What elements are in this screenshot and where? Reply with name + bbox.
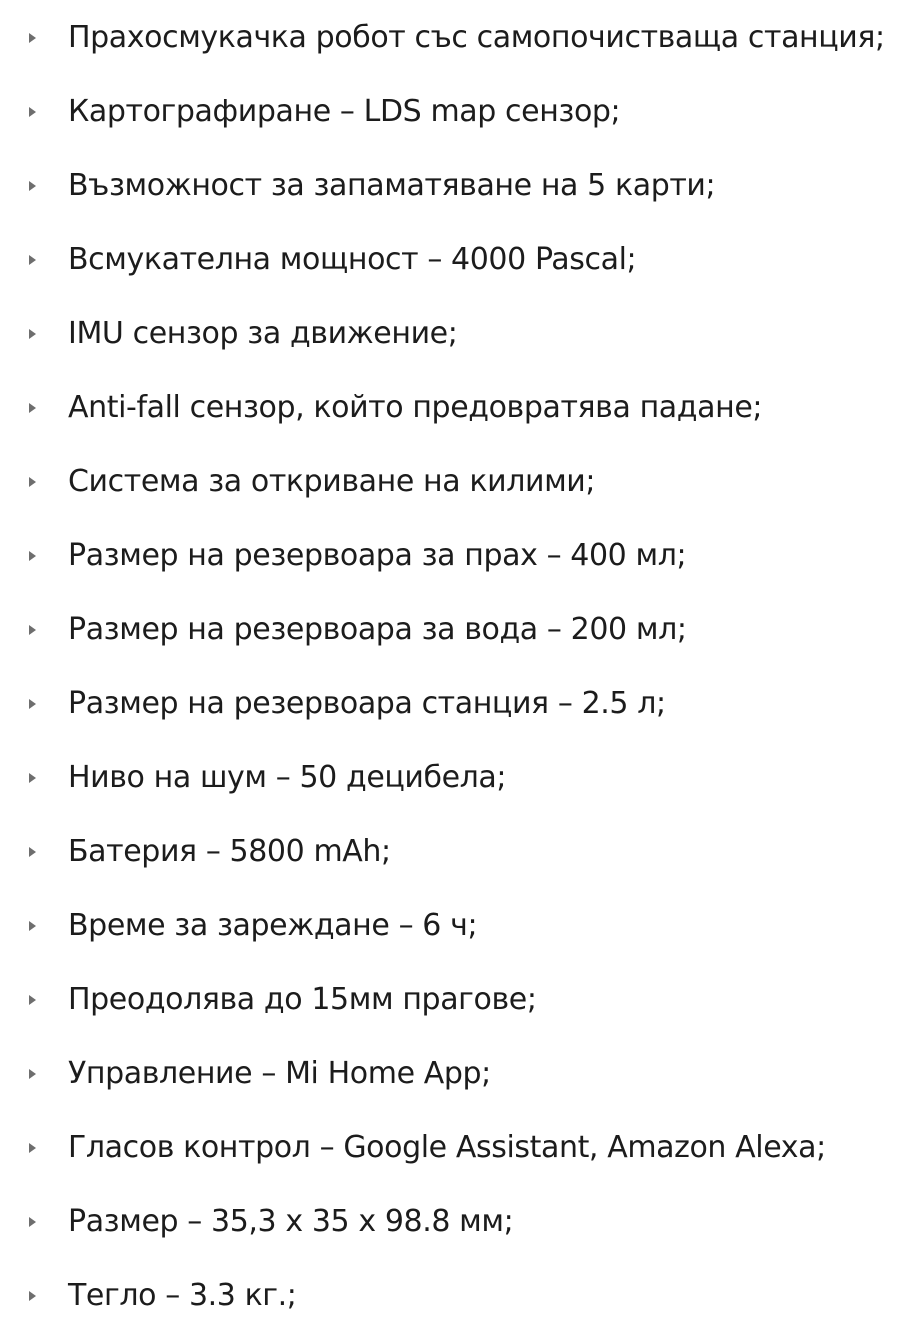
spec-text: IMU сензор за движение;: [68, 316, 458, 351]
spec-text: Anti-fall сензор, който предовратява падане;: [68, 390, 763, 425]
list-item: [0, 890, 906, 964]
list-item: [0, 742, 906, 816]
list-item: [0, 1260, 906, 1334]
spec-text: Преодолява до 15мм прагове;: [68, 982, 537, 1017]
bullet-icon: [29, 329, 36, 339]
spec-text: Картографиране – LDS map сензор;: [68, 94, 621, 129]
spec-text: Размер на резервоара за вода – 200 мл;: [68, 612, 687, 647]
spec-text: Гласов контрол – Google Assistant, Amazon Alexa;: [68, 1130, 826, 1165]
spec-text: Размер – 35,3 x 35 x 98.8 мм;: [68, 1204, 514, 1239]
bullet-icon: [29, 625, 36, 635]
spec-text: Батерия – 5800 mAh;: [68, 834, 391, 869]
list-item: [0, 1112, 906, 1186]
bullet-icon: [29, 995, 36, 1005]
bullet-icon: [29, 847, 36, 857]
bullet-icon: [29, 107, 36, 117]
list-item: [0, 594, 906, 668]
list-item: [0, 446, 906, 520]
bullet-icon: [29, 921, 36, 931]
bullet-icon: [29, 1217, 36, 1227]
spec-text: Размер на резервоара станция – 2.5 л;: [68, 686, 666, 721]
bullet-icon: [29, 1143, 36, 1153]
spec-text: Всмукателна мощност – 4000 Pascal;: [68, 242, 637, 277]
list-item: [0, 520, 906, 594]
spec-text: Управление – Mi Home App;: [68, 1056, 491, 1091]
spec-text: Система за откриване на килими;: [68, 464, 596, 499]
spec-text: Размер на резервоара за прах – 400 мл;: [68, 538, 687, 573]
spec-text: Ниво на шум – 50 децибела;: [68, 760, 507, 795]
bullet-icon: [29, 255, 36, 265]
bullet-icon: [29, 1291, 36, 1301]
bullet-icon: [29, 477, 36, 487]
bullet-icon: [29, 33, 36, 43]
list-item: [0, 76, 906, 150]
list-item: [0, 224, 906, 298]
bullet-icon: [29, 773, 36, 783]
bullet-icon: [29, 181, 36, 191]
list-item: [0, 298, 906, 372]
bullet-icon: [29, 699, 36, 709]
list-item: [0, 964, 906, 1038]
list-item: [0, 1186, 906, 1260]
list-item: [0, 1038, 906, 1112]
bullet-icon: [29, 551, 36, 561]
list-item: [0, 372, 906, 446]
bullet-icon: [29, 1069, 36, 1079]
spec-text: Възможност за запаматяване на 5 карти;: [68, 168, 716, 203]
spec-text: Време за зареждане – 6 ч;: [68, 908, 478, 943]
list-item: [0, 150, 906, 224]
list-item: [0, 2, 906, 76]
spec-text: Прахосмукачка робот със самопочистваща станция;: [68, 20, 885, 55]
list-item: [0, 816, 906, 890]
spec-text: Тегло – 3.3 кг.;: [68, 1278, 297, 1313]
list-item: [0, 668, 906, 742]
bullet-icon: [29, 403, 36, 413]
